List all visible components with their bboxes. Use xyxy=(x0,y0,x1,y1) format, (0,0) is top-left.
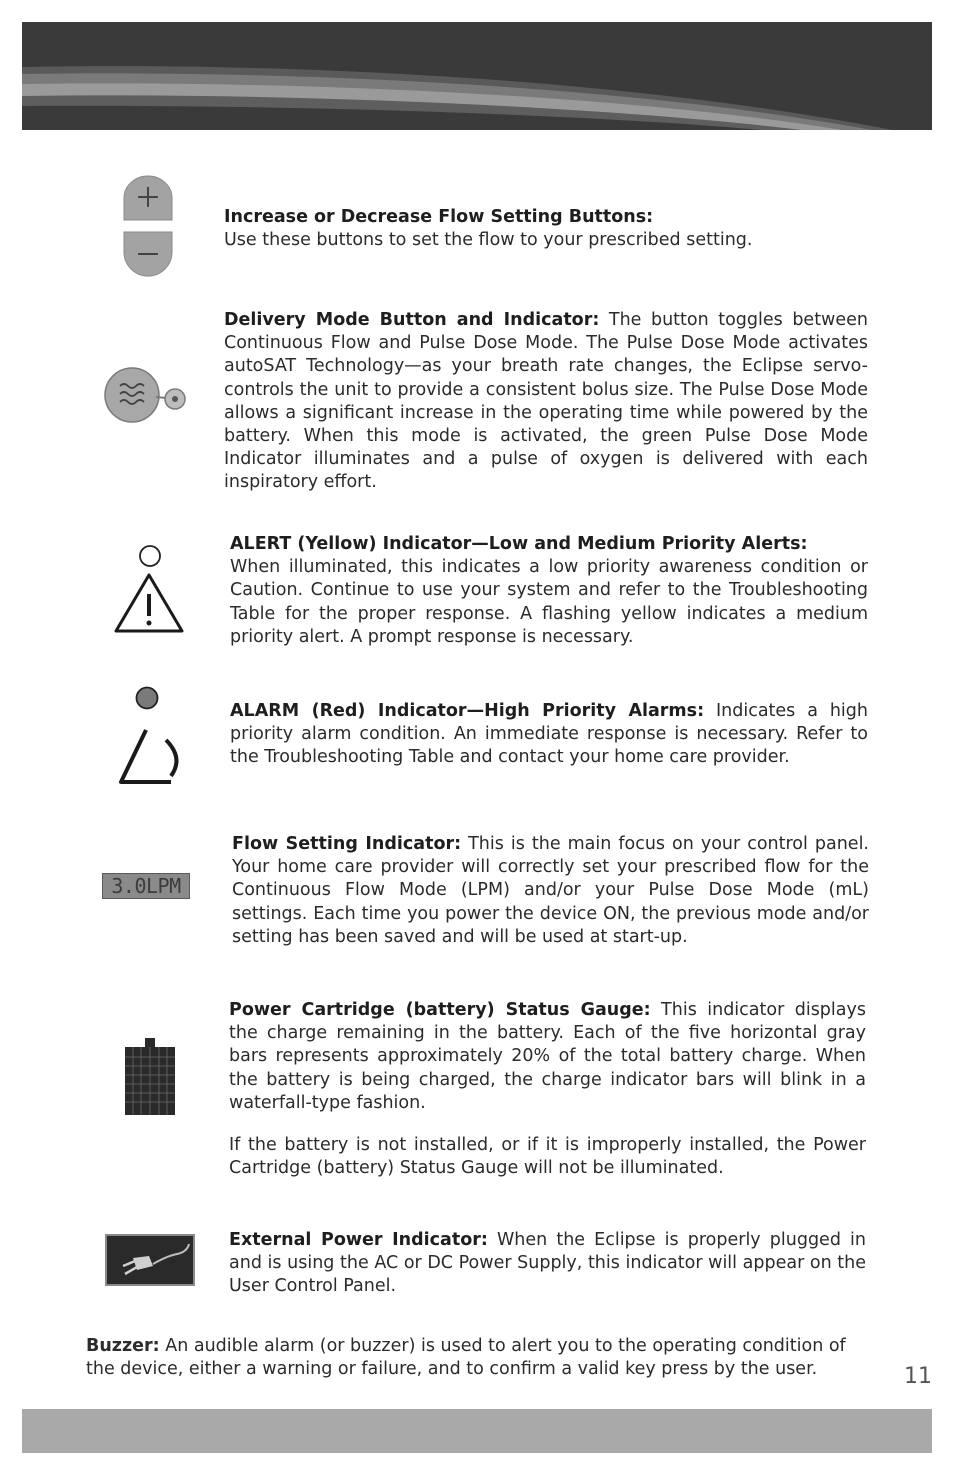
header-swoosh xyxy=(22,22,932,130)
plus-minus-buttons-icon xyxy=(120,174,176,278)
item-title: Delivery Mode Button and Indicator: xyxy=(224,310,600,330)
item-body: The button toggles between Continuous Flow and Pulse Dose Mode. The Pulse Dose Mode activates autoSAT Technology—as your breath rate changes, the Eclipse servo-controls the unit to provide a consistent bolus size. The Pulse Dose Mode allows a significant increase in the operating time while powered by the battery. When this mode is activated, the green Pulse Dose Mode Indicator illuminates and a pulse of oxygen is delivered with each inspiratory effort. xyxy=(224,310,868,493)
item-body: Use these buttons to set the flow to your prescribed setting. xyxy=(224,230,753,251)
item-body: This indicator displays the charge remaining in the battery. Each of the five horizontal gray bars represents approximately 20% of the total battery charge. When the battery is being charged, the charge indicator bars will blink in a waterfall-type fashion. xyxy=(229,1000,866,1113)
item-body: When illuminated, this indicates a low priority awareness condition or Caution. Continue to use your system and refer to the Troubleshooting Table for the proper response. A flashing yellow indicates a medium priority alert. A prompt response is necessary. xyxy=(230,557,868,647)
item-title: ALARM (Red) Indicator—High Priority Alarms: xyxy=(230,701,705,721)
footer-band xyxy=(22,1409,932,1453)
item-alert xyxy=(230,533,868,649)
battery-gauge-icon xyxy=(124,1037,176,1117)
item-flow-setting xyxy=(232,833,869,949)
item-increase-decrease xyxy=(224,206,868,252)
item-battery-gauge xyxy=(229,999,866,1180)
item-alarm xyxy=(230,700,868,770)
item-title: Flow Setting Indicator: xyxy=(232,834,462,854)
buzzer-paragraph xyxy=(86,1335,868,1381)
item-title: Increase or Decrease Flow Setting Buttons: xyxy=(224,207,654,227)
item-title: External Power Indicator: xyxy=(229,1230,488,1250)
item-body: When the Eclipse is properly plugged in and is using the AC or DC Power Supply, this indicator will appear on the User Control Panel. xyxy=(229,1230,866,1297)
item-title: ALERT (Yellow) Indicator—Low and Medium Priority Alerts: xyxy=(230,534,808,554)
buzzer-title: Buzzer: xyxy=(86,1336,160,1356)
alarm-triangle-icon xyxy=(116,686,184,786)
item-delivery-mode xyxy=(224,309,868,495)
page-number: 11 xyxy=(904,1364,932,1389)
item-body-2: If the battery is not installed, or if it is improperly installed, the Power Cartridge (battery) Status Gauge will not be illuminated. xyxy=(229,1135,866,1179)
item-title: Power Cartridge (battery) Status Gauge: xyxy=(229,1000,651,1020)
item-body: This is the main focus on your control panel. Your home care provider will correctly set your prescribed flow for the Continuous Flow Mode (LPM) and/or your Pulse Dose Mode (mL) settings. Each time you power the device ON, the previous mode and/or setting has been saved and will be used at start-up. xyxy=(232,834,869,947)
delivery-mode-icon xyxy=(102,366,192,424)
flow-display: 3.0LPM xyxy=(102,873,190,899)
item-external-power xyxy=(229,1229,866,1299)
alert-triangle-icon xyxy=(112,544,186,636)
item-body: Indicates a high priority alarm condition. An immediate response is necessary. Refer to the Troubleshooting Table and contact your home care provider. xyxy=(230,701,868,768)
buzzer-body: An audible alarm (or buzzer) is used to alert you to the operating condition of the device, either a warning or failure, and to confirm a valid key press by the user. xyxy=(86,1336,846,1380)
plug-icon xyxy=(105,1234,195,1286)
header-band xyxy=(22,22,932,130)
